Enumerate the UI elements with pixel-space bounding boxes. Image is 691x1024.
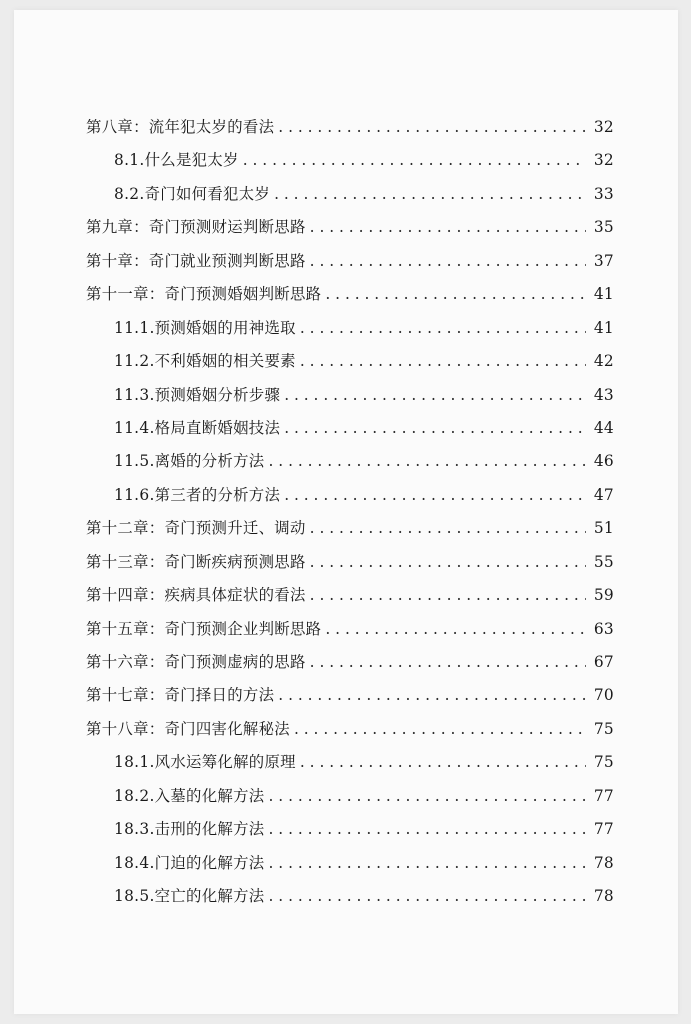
toc-entry-title: 第十章：奇门就业预测判断思路 [86, 251, 306, 270]
toc-entry-title: 11.6.第三者的分析方法 [114, 485, 281, 504]
toc-chapter-entry [86, 115, 614, 148]
toc-entry-title: 11.1.预测婚姻的用神选取 [114, 318, 296, 337]
dot-leader [310, 218, 586, 236]
toc-entry-title: 第八章：流年犯太岁的看法 [86, 118, 275, 136]
toc-entry-title: 11.3.预测婚姻分析步骤 [114, 385, 281, 404]
toc-entry-page-number: 51 [593, 519, 614, 538]
toc-entry-title: 第十五章：奇门预测企业判断思路 [86, 619, 322, 638]
toc-chapter-entry [86, 282, 614, 315]
toc-entry-page-number: 41 [593, 285, 614, 304]
dot-leader [310, 586, 586, 604]
toc-section-entry [86, 750, 614, 783]
toc-chapter-entry [86, 717, 614, 750]
toc-entry-title: 18.3.击刑的化解方法 [114, 820, 265, 839]
toc-entry-title: 18.4.门迫的化解方法 [114, 853, 265, 872]
toc-entry-title: 第十四章：疾病具体症状的看法 [86, 586, 306, 605]
toc-entry-page-number: 55 [593, 552, 614, 571]
toc-entry-title: 第十六章：奇门预测虚病的思路 [86, 653, 306, 671]
toc-chapter-entry [86, 550, 614, 583]
dot-leader [284, 419, 586, 437]
dot-leader [269, 854, 587, 872]
toc-section-entry [86, 884, 614, 917]
toc-entry-title: 第十八章：奇门四害化解秘法 [86, 719, 290, 738]
dot-leader [269, 887, 587, 905]
dot-leader [300, 319, 586, 337]
toc-entry-page-number: 33 [593, 184, 614, 203]
toc-section-entry [86, 851, 614, 884]
table-of-contents [86, 115, 614, 918]
toc-chapter-entry [86, 617, 614, 650]
toc-section-entry [86, 316, 614, 349]
toc-chapter-entry [86, 249, 614, 282]
toc-entry-page-number: 75 [593, 719, 614, 738]
toc-section-entry [86, 416, 614, 449]
toc-entry-page-number: 41 [593, 318, 614, 337]
toc-chapter-entry [86, 650, 614, 683]
dot-leader [300, 352, 586, 370]
toc-entry-title: 18.5.空亡的化解方法 [114, 887, 265, 906]
dot-leader [269, 452, 587, 470]
toc-entry-title: 11.5.离婚的分析方法 [114, 452, 265, 471]
toc-entry-title: 第十三章：奇门断疾病预测思路 [86, 552, 306, 571]
dot-leader [274, 185, 586, 203]
toc-section-entry [86, 817, 614, 850]
toc-entry-title: 11.4.格局直断婚姻技法 [114, 418, 281, 437]
toc-entry-page-number: 44 [593, 418, 614, 437]
toc-entry-page-number: 32 [593, 118, 614, 136]
document-page [14, 10, 678, 1014]
toc-entry-page-number: 78 [593, 853, 614, 872]
dot-leader [243, 151, 586, 169]
toc-entry-page-number: 32 [593, 151, 614, 170]
toc-entry-page-number: 47 [593, 485, 614, 504]
toc-entry-page-number: 63 [593, 619, 614, 638]
toc-entry-title: 18.2.入墓的化解方法 [114, 786, 265, 805]
toc-entry-page-number: 43 [593, 385, 614, 404]
dot-leader [284, 386, 586, 404]
dot-leader [284, 486, 586, 504]
toc-entry-title: 11.2.不利婚姻的相关要素 [114, 352, 296, 371]
toc-section-entry [86, 349, 614, 382]
toc-entry-page-number: 37 [593, 251, 614, 270]
toc-entry-title: 8.2.奇门如何看犯太岁 [114, 184, 271, 203]
toc-entry-page-number: 35 [593, 218, 614, 237]
dot-leader [310, 519, 586, 537]
toc-entry-page-number: 75 [593, 753, 614, 772]
toc-section-entry [86, 784, 614, 817]
toc-entry-page-number: 67 [593, 653, 614, 671]
toc-section-entry [86, 148, 614, 181]
dot-leader [269, 787, 587, 805]
dot-leader [310, 553, 586, 571]
toc-chapter-entry [86, 683, 614, 716]
toc-entry-page-number: 46 [593, 452, 614, 471]
toc-section-entry [86, 182, 614, 215]
toc-entry-title: 第十二章：奇门预测升迁、调动 [86, 519, 306, 538]
toc-entry-page-number: 77 [593, 786, 614, 805]
dot-leader [300, 753, 586, 771]
toc-entry-title: 第十七章：奇门择日的方法 [86, 686, 275, 705]
dot-leader [310, 252, 586, 270]
dot-leader [294, 720, 586, 738]
dot-leader [310, 653, 586, 671]
dot-leader [278, 686, 586, 704]
toc-section-entry [86, 449, 614, 482]
toc-section-entry [86, 383, 614, 416]
toc-entry-page-number: 70 [593, 686, 614, 705]
toc-entry-title: 8.1.什么是犯太岁 [114, 151, 239, 170]
toc-entry-title: 第九章：奇门预测财运判断思路 [86, 218, 306, 237]
toc-section-entry [86, 483, 614, 516]
toc-entry-title: 第十一章：奇门预测婚姻判断思路 [86, 285, 322, 304]
toc-entry-title: 18.1.风水运筹化解的原理 [114, 753, 296, 772]
dot-leader [325, 620, 586, 638]
toc-chapter-entry [86, 516, 614, 549]
toc-entry-page-number: 42 [593, 352, 614, 371]
dot-leader [278, 118, 586, 136]
toc-chapter-entry [86, 215, 614, 248]
dot-leader [269, 820, 587, 838]
toc-entry-page-number: 78 [593, 887, 614, 906]
dot-leader [325, 285, 586, 303]
toc-chapter-entry [86, 583, 614, 616]
toc-entry-page-number: 59 [593, 586, 614, 605]
toc-entry-page-number: 77 [593, 820, 614, 839]
